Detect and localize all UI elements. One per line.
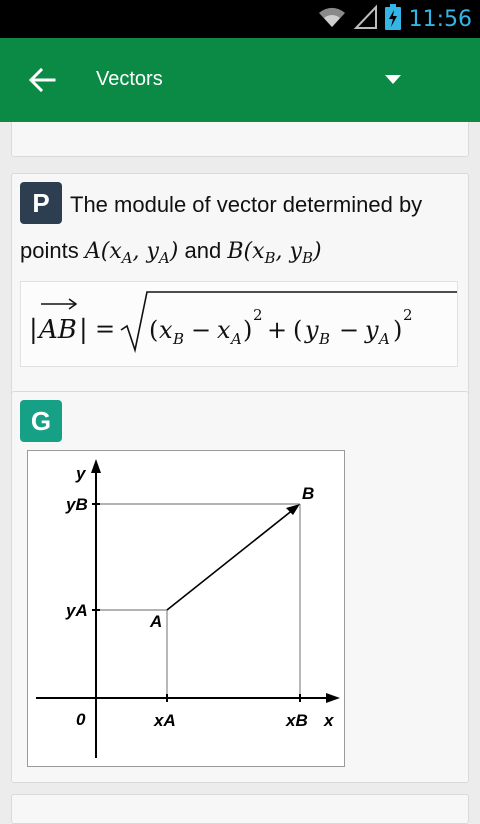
next-card xyxy=(11,794,469,824)
wifi-icon xyxy=(317,5,347,34)
xa-label: xA xyxy=(154,711,176,730)
signal-icon xyxy=(355,5,377,34)
svg-text:B: B xyxy=(319,330,331,348)
svg-text:x: x xyxy=(159,316,173,344)
svg-text:(: ( xyxy=(149,316,159,344)
section-dropdown-button[interactable] xyxy=(378,68,408,92)
app-toolbar xyxy=(0,38,480,122)
svg-text:=: = xyxy=(95,315,116,343)
point-a-math: $A(x_A$, $y_A$) xyxy=(84,239,179,268)
svg-text:−: − xyxy=(339,316,360,344)
property-text xyxy=(20,182,464,281)
status-time: 11:56 xyxy=(408,6,472,32)
property-card xyxy=(11,173,469,426)
svg-text:): ) xyxy=(243,316,253,344)
svg-text:B: B xyxy=(173,330,185,348)
svg-text:2: 2 xyxy=(253,306,263,324)
svg-text:A: A xyxy=(379,330,390,348)
toolbar-title: Vectors xyxy=(96,68,163,90)
svg-text:−: − xyxy=(191,316,212,344)
property-badge: P xyxy=(20,182,62,224)
module-formula xyxy=(21,282,459,368)
graph-badge: G xyxy=(20,400,62,442)
triangle-down-icon xyxy=(385,75,401,85)
vector-graph xyxy=(27,450,345,767)
x-axis-label: x xyxy=(324,711,334,730)
vector-diagram xyxy=(28,451,346,768)
status-icons xyxy=(317,4,472,34)
battery-charging-icon xyxy=(385,4,401,35)
yb-label: yB xyxy=(66,495,88,514)
back-button[interactable] xyxy=(22,60,62,100)
property-text-lead: The module of vector determined by points xyxy=(20,192,423,263)
graph-card xyxy=(11,391,469,783)
svg-text:|: | xyxy=(79,315,88,345)
svg-text:A: A xyxy=(231,330,242,348)
ya-label: yA xyxy=(66,601,88,620)
svg-text:AB: AB xyxy=(39,315,77,345)
y-axis-label: y xyxy=(76,464,86,483)
content-scroll[interactable] xyxy=(0,122,480,800)
svg-text:y: y xyxy=(305,316,319,344)
origin-label: 0 xyxy=(76,710,86,729)
x-axis-arrow xyxy=(326,693,340,703)
svg-text:y: y xyxy=(365,316,379,344)
point-b-math: $B(x_B$, $y_B$) xyxy=(227,239,322,268)
point-a-label: A xyxy=(150,612,163,631)
svg-text:|: | xyxy=(29,315,38,345)
module-formula-box xyxy=(20,281,458,367)
arrow-left-icon xyxy=(28,66,56,94)
vector-ab xyxy=(167,509,294,610)
xb-label: xB xyxy=(286,711,308,730)
svg-text:): ) xyxy=(393,316,403,344)
property-text-connector: and xyxy=(184,238,222,263)
svg-text:(: ( xyxy=(293,316,303,344)
point-b-label: B xyxy=(302,484,315,503)
svg-text:x: x xyxy=(217,316,231,344)
svg-text:2: 2 xyxy=(403,306,413,324)
svg-text:+: + xyxy=(267,316,288,344)
status-bar xyxy=(0,0,480,38)
y-axis-arrow xyxy=(91,459,101,473)
